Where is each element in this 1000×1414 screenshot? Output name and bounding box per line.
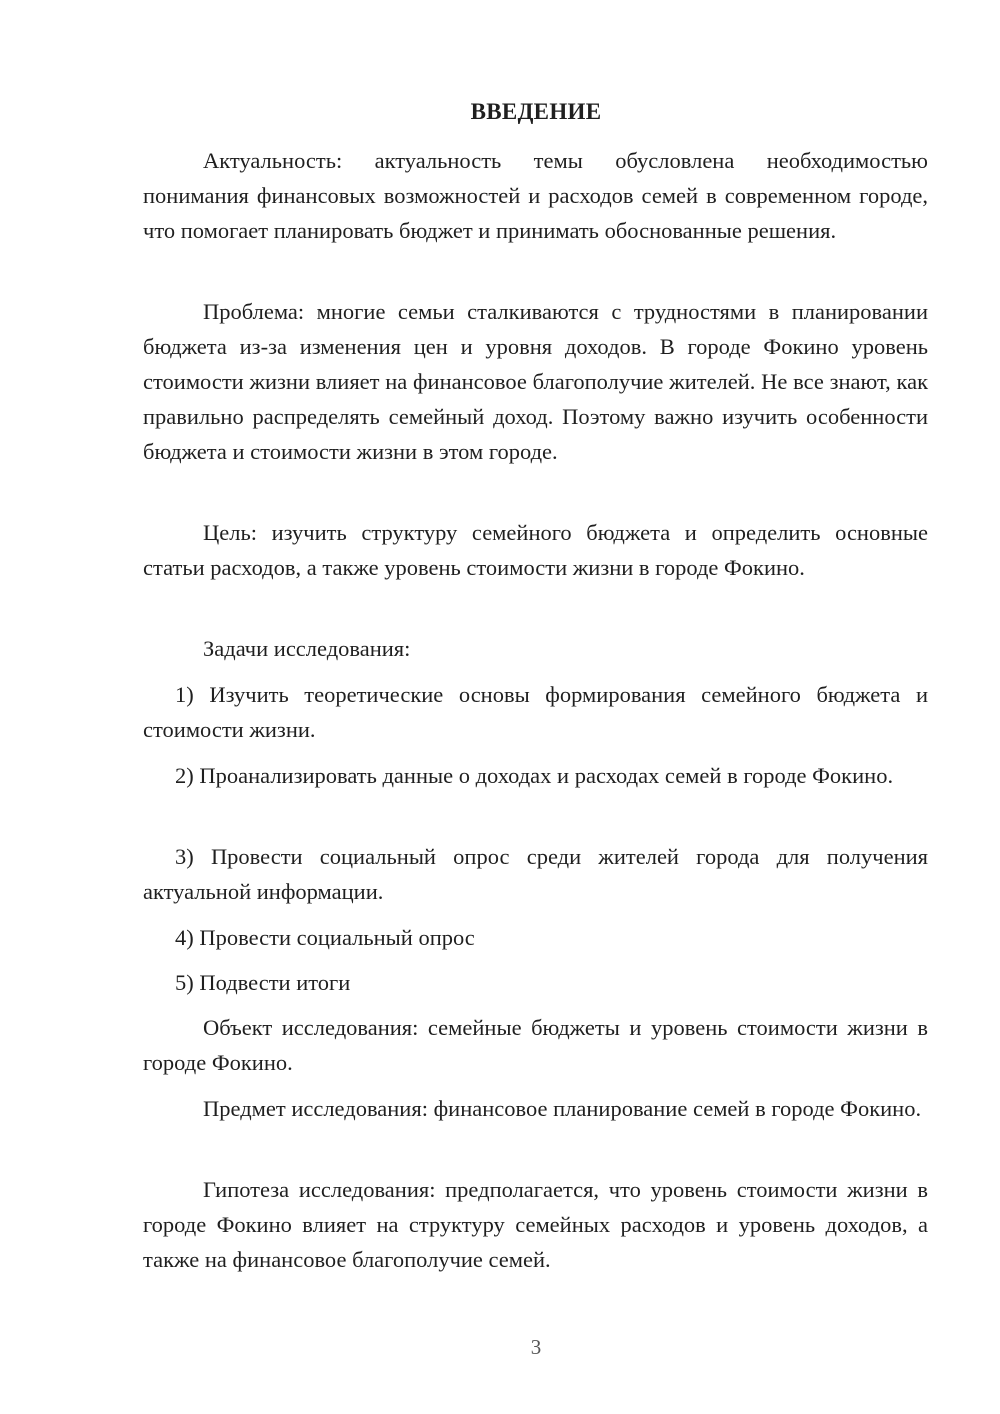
paragraph-relevance: Актуальность: актуальность темы обусловлена необходимостью понимания финансовых возможностей и расходов семей в современном городе, что помогает планировать бюджет и принимать обоснованные решения. bbox=[143, 148, 928, 243]
list-item-task-5: 5) Подвести итоги bbox=[175, 970, 351, 995]
paragraph-subject: Предмет исследования: финансовое планирование семей в городе Фокино. bbox=[203, 1096, 922, 1121]
list-item-task-3: 3) Провести социальный опрос среди жителей города для получения актуальной информации. bbox=[143, 844, 928, 904]
list-item-task-1: 1) Изучить теоретические основы формирования семейного бюджета и стоимости жизни. bbox=[143, 682, 928, 742]
list-item-task-4: 4) Провести социальный опрос bbox=[175, 925, 475, 950]
page-number: 3 bbox=[530, 1335, 542, 1359]
paragraph-object: Объект исследования: семейные бюджеты и уровень стоимости жизни в городе Фокино. bbox=[143, 1015, 928, 1075]
paragraph-tasks-heading: Задачи исследования: bbox=[203, 636, 411, 661]
paragraph-hypothesis: Гипотеза исследования: предполагается, что уровень стоимости жизни в городе Фокино влияет на структуру семейных расходов и уровень доходов, а также на финансовое благополучие семей. bbox=[143, 1177, 928, 1272]
paragraph-problem: Проблема: многие семьи сталкиваются с трудностями в планировании бюджета из-за изменения цен и уровня доходов. В городе Фокино уровень стоимости жизни влияет на финансовое благополучие жителей. Не все знают, как правильно распределять семейный доход. Поэтому важно изучить особенности бюджета и стоимости жизни в этом городе. bbox=[143, 299, 928, 464]
list-item-task-2: 2) Проанализировать данные о доходах и расходах семей в городе Фокино. bbox=[175, 763, 894, 788]
page-title: ВВЕДЕНИЕ bbox=[470, 99, 602, 124]
paragraph-goal: Цель: изучить структуру семейного бюджета и определить основные статьи расходов, а также уровень стоимости жизни в городе Фокино. bbox=[143, 520, 928, 580]
